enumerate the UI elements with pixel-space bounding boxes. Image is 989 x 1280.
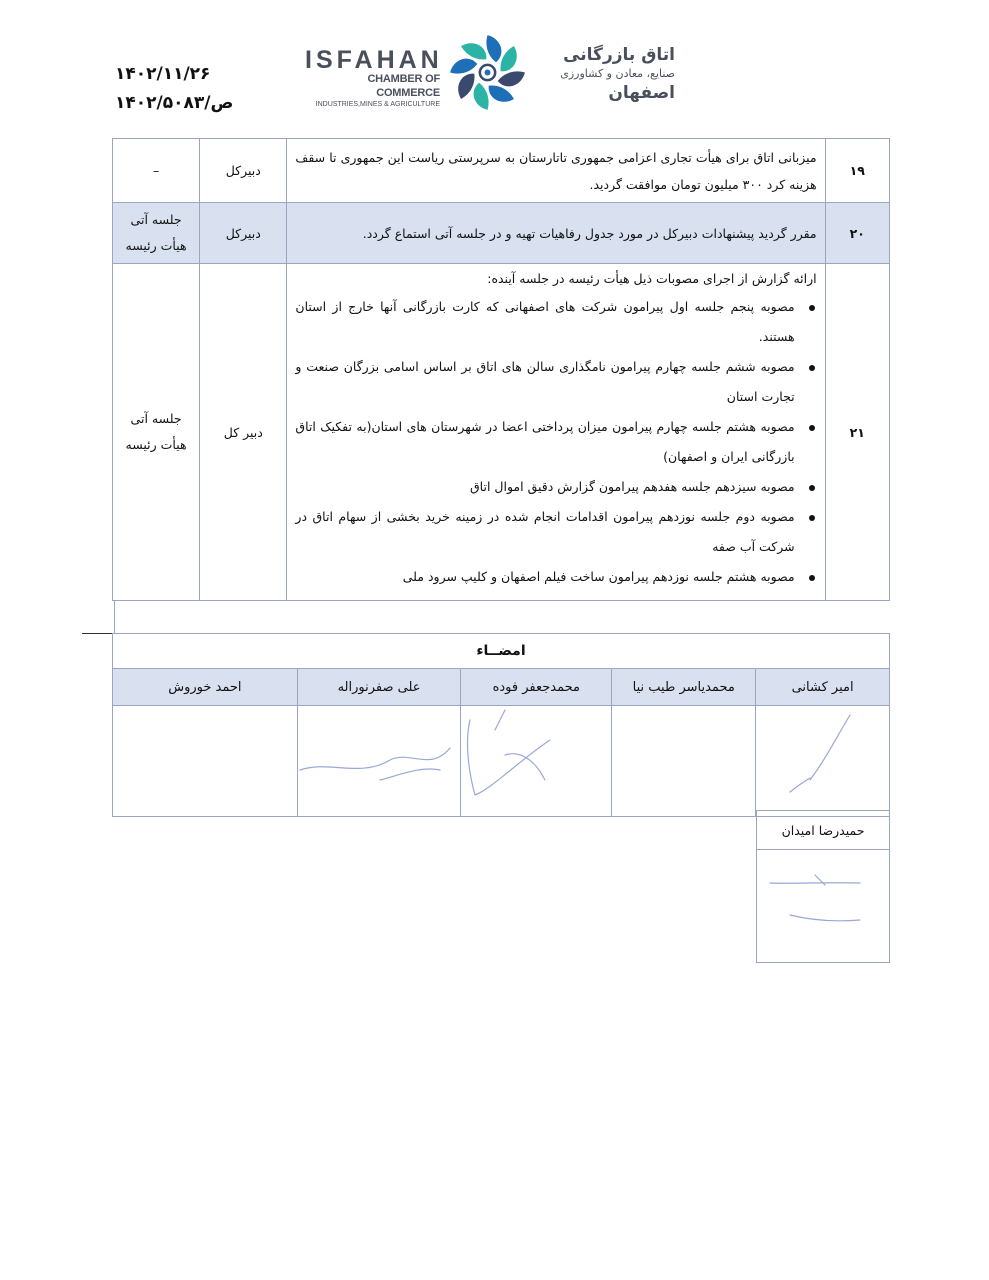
due-line2: هیأت رئیسه bbox=[125, 437, 187, 452]
signatory-name: احمد خوروش bbox=[113, 669, 298, 706]
divider bbox=[114, 600, 115, 633]
list-item: مصوبه هشتم جلسه چهارم پیرامون میزان پرداختی اعضا در شهرستان های استان(به تفکیک اتاق بازرگانی ایران و اصفهان) bbox=[295, 412, 794, 472]
logo-en-line2: CHAMBER OF COMMERCE bbox=[367, 73, 440, 99]
logo-en-line3: INDUSTRIES,MINES & AGRICULTURE bbox=[315, 101, 440, 108]
row-due bbox=[113, 203, 200, 264]
row-intro: ارائه گزارش از اجرای مصوبات ذیل هیأت رئیسه در جلسه آینده: bbox=[487, 271, 817, 286]
list-item: مصوبه هشتم جلسه نوزدهم پیرامون ساخت فیلم اصفهان و کلیپ سرود ملی bbox=[295, 562, 794, 592]
row-responsible: دبیرکل bbox=[200, 139, 287, 203]
signatory-name: محمدجعفر فوده bbox=[461, 669, 612, 706]
signature-scribbles bbox=[290, 700, 890, 930]
logo-emblem-icon bbox=[445, 30, 530, 115]
list-item: مصوبه دوم جلسه نوزدهم پیرامون اقدامات انجام شده در زمینه خرید بخشی از سهام اتاق در شرکت آب صفه bbox=[295, 502, 794, 562]
row-number: ۲۱ bbox=[825, 264, 889, 601]
margin-mark bbox=[82, 633, 115, 634]
row-description bbox=[287, 264, 825, 601]
logo-fa-line3: اصفهان bbox=[608, 83, 675, 103]
signature-cell bbox=[113, 706, 298, 817]
signatory-name: محمدیاسر طیب نیا bbox=[612, 669, 756, 706]
table-row bbox=[113, 203, 890, 264]
document-date: ۱۴۰۲/۱۱/۲۶ bbox=[115, 64, 211, 84]
row-due bbox=[113, 264, 200, 601]
row-number: ۱۹ bbox=[825, 139, 889, 203]
due-line2: هیأت رئیسه bbox=[125, 238, 187, 253]
logo-en-line1: ISFAHAN bbox=[305, 46, 443, 74]
due-line1: جلسه آتی bbox=[130, 411, 182, 426]
signatory-name: حمیدرضا امیدان bbox=[757, 811, 890, 850]
list-item: مصوبه سیزدهم جلسه هفدهم پیرامون گزارش دقیق اموال اتاق bbox=[295, 472, 794, 502]
table-row bbox=[113, 264, 890, 601]
signature-title: امضــاء bbox=[113, 634, 890, 669]
signatory-name: امیر کشانی bbox=[756, 669, 890, 706]
logo-fa-line2: صنایع، معادن و کشاورزی bbox=[560, 67, 675, 80]
table-row bbox=[113, 139, 890, 203]
due-line1: جلسه آتی bbox=[130, 212, 182, 227]
row-due: – bbox=[113, 139, 200, 203]
logo-english-text bbox=[305, 46, 443, 110]
chamber-logo bbox=[305, 30, 680, 115]
document-number: ۱۴۰۲/ص/۵۰۸۳ bbox=[115, 93, 234, 113]
logo-fa-line1: اتاق بازرگانی bbox=[563, 45, 675, 65]
row-responsible: دبیر کل bbox=[200, 264, 287, 601]
row-number: ۲۰ bbox=[825, 203, 889, 264]
signatory-name: علی صفرنوراله bbox=[297, 669, 461, 706]
row-responsible: دبیرکل bbox=[200, 203, 287, 264]
row-description: مقرر گردید پیشنهادات دبیرکل در مورد جدول رفاهیات تهیه و در جلسه آتی استماع گردد. bbox=[287, 203, 825, 264]
logo-persian-text bbox=[535, 44, 675, 104]
resolution-list bbox=[295, 292, 816, 592]
row-description: میزبانی اتاق برای هیأت تجاری اعزامی جمهوری تاتارستان به سرپرستی ریاست این جمهوری تا سقف هزینه کرد ۳۰۰ میلیون تومان موافقت گردید. bbox=[287, 139, 825, 203]
list-item: مصوبه پنجم جلسه اول پیرامون شرکت های اصفهانی که کارت بازرگانی آنها خارج از استان هستند. bbox=[295, 292, 794, 352]
resolutions-table bbox=[112, 138, 890, 601]
list-item: مصوبه ششم جلسه چهارم پیرامون نامگذاری سالن های اتاق بر اساس اسامی بزرگان صنعت و تجارت استان bbox=[295, 352, 794, 412]
